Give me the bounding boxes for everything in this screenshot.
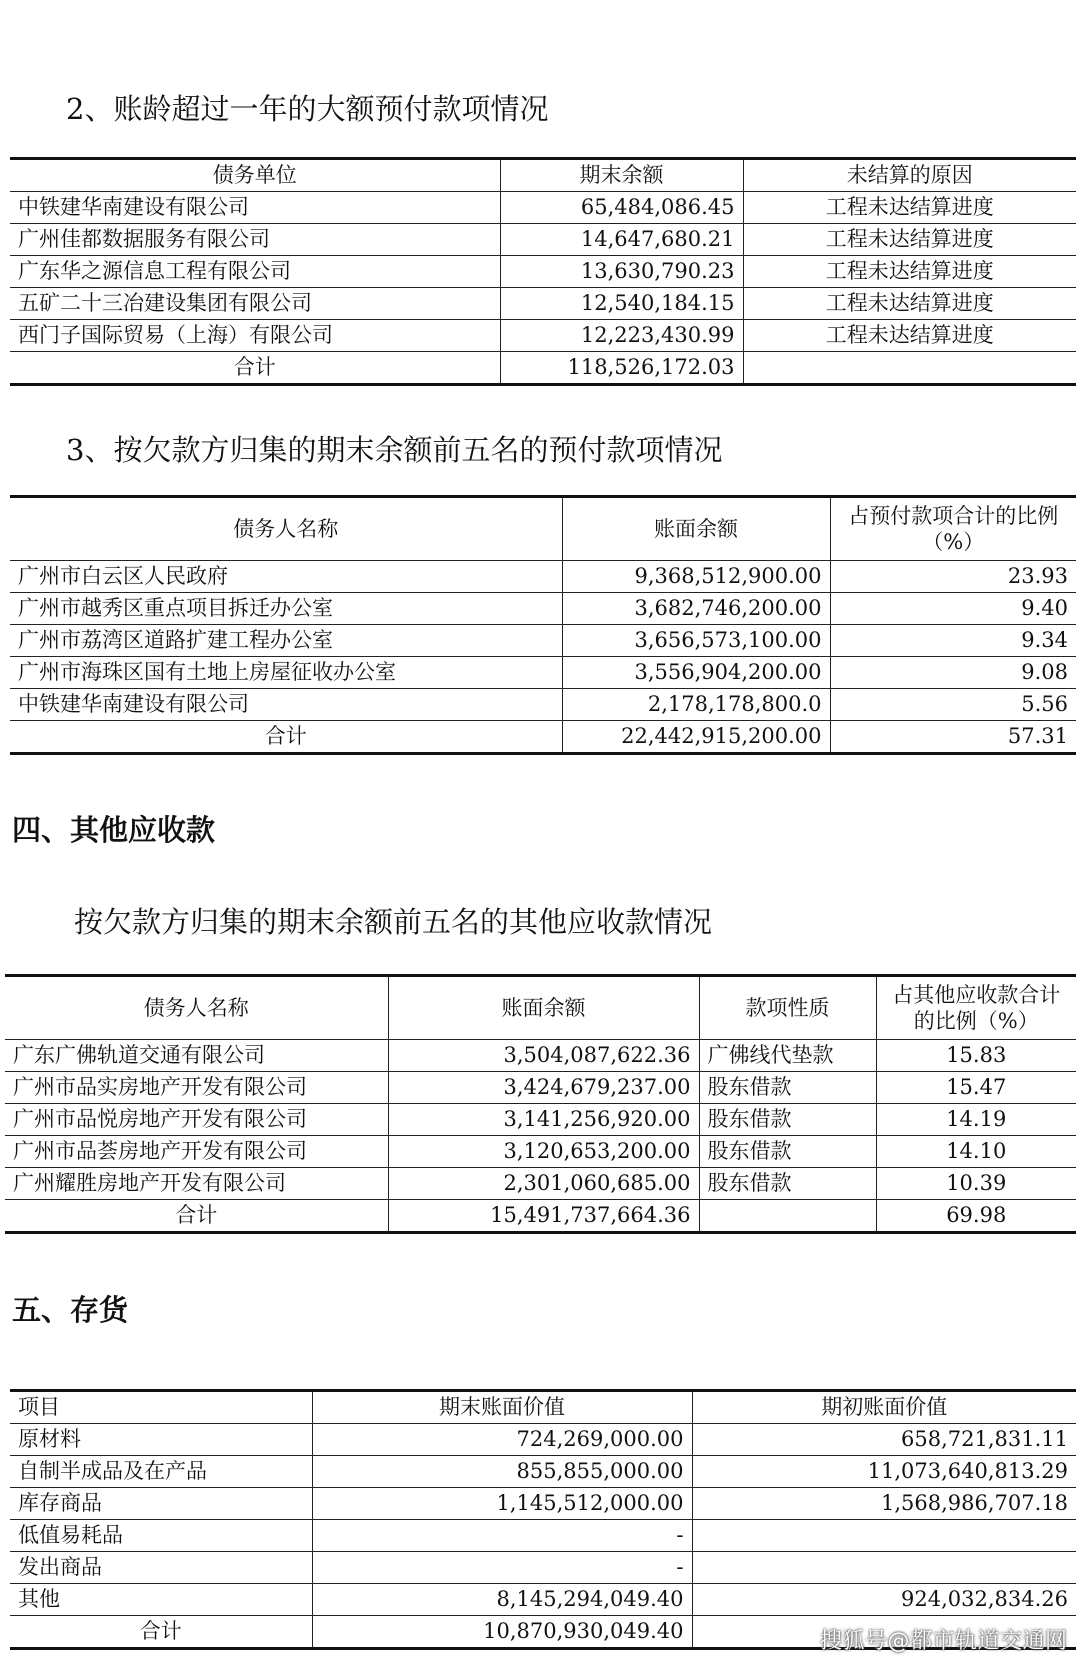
total-reason [743, 352, 1076, 385]
table-row [5, 1072, 1076, 1104]
opening-value-cell: 924,032,834.26 [692, 1584, 1076, 1616]
opening-value-cell: 658,721,831.11 [692, 1424, 1076, 1456]
reason-cell: 工程未达结算进度 [743, 224, 1076, 256]
balance-cell: 9,368,512,900.00 [562, 561, 830, 593]
table-row [10, 1552, 1076, 1584]
table-row [10, 593, 1076, 625]
debtor-cell: 广州耀胜房地产开发有限公司 [5, 1168, 388, 1200]
table-row [10, 256, 1076, 288]
ratio-cell: 14.19 [876, 1104, 1076, 1136]
prepay-top-five-table [10, 495, 1076, 755]
total-balance: 15,491,737,664.36 [388, 1200, 699, 1233]
closing-value-cell: 855,855,000.00 [312, 1456, 692, 1488]
reason-cell: 工程未达结算进度 [743, 256, 1076, 288]
total-row [10, 352, 1076, 385]
debtor-cell: 广州市品实房地产开发有限公司 [5, 1072, 388, 1104]
total-label: 合计 [10, 1616, 312, 1649]
nature-cell: 股东借款 [699, 1072, 876, 1104]
prepay-over-year-title: 2、账龄超过一年的大额预付款项情况 [66, 92, 549, 126]
nature-cell: 股东借款 [699, 1168, 876, 1200]
item-cell: 其他 [10, 1584, 312, 1616]
item-cell: 库存商品 [10, 1488, 312, 1520]
table-row [5, 1136, 1076, 1168]
table-row [10, 1488, 1076, 1520]
column-header: 占预付款项合计的比例（%） [830, 497, 1076, 561]
ratio-cell: 10.39 [876, 1168, 1076, 1200]
balance-cell: 12,540,184.15 [500, 288, 743, 320]
item-cell: 发出商品 [10, 1552, 312, 1584]
reason-cell: 工程未达结算进度 [743, 320, 1076, 352]
total-label: 合计 [10, 352, 500, 385]
debtor-cell: 中铁建华南建设有限公司 [10, 192, 500, 224]
total-row [10, 721, 1076, 754]
balance-cell: 3,424,679,237.00 [388, 1072, 699, 1104]
ratio-cell: 5.56 [830, 689, 1076, 721]
balance-cell: 2,301,060,685.00 [388, 1168, 699, 1200]
table-row [5, 1168, 1076, 1200]
ratio-cell: 9.40 [830, 593, 1076, 625]
total-label: 合计 [5, 1200, 388, 1233]
column-header: 占其他应收款合计的比例（%） [876, 976, 1076, 1040]
table-row [10, 1424, 1076, 1456]
debtor-cell: 广州市荔湾区道路扩建工程办公室 [10, 625, 562, 657]
column-header: 期初账面价值 [692, 1391, 1076, 1424]
table-row [10, 689, 1076, 721]
item-cell: 原材料 [10, 1424, 312, 1456]
total-ratio: 69.98 [876, 1200, 1076, 1233]
debtor-cell: 广东华之源信息工程有限公司 [10, 256, 500, 288]
column-header: 账面余额 [562, 497, 830, 561]
total-nature [699, 1200, 876, 1233]
debtor-cell: 广州市白云区人民政府 [10, 561, 562, 593]
reason-cell: 工程未达结算进度 [743, 192, 1076, 224]
table-header-row [10, 159, 1076, 192]
closing-value-cell: 1,145,512,000.00 [312, 1488, 692, 1520]
total-ratio: 57.31 [830, 721, 1076, 754]
inventory-section-title: 五、存货 [12, 1293, 129, 1327]
column-header: 期末账面价值 [312, 1391, 692, 1424]
opening-value-cell: 11,073,640,813.29 [692, 1456, 1076, 1488]
other-receivables-section-title: 四、其他应收款 [12, 813, 216, 847]
ratio-cell: 23.93 [830, 561, 1076, 593]
column-header: 债务单位 [10, 159, 500, 192]
table-header-row [10, 497, 1076, 561]
table-header-row [5, 976, 1076, 1040]
table-row [10, 1456, 1076, 1488]
other-receivables-table [5, 974, 1076, 1234]
inventory-table [10, 1389, 1076, 1650]
balance-cell: 3,656,573,100.00 [562, 625, 830, 657]
table-header-row [10, 1391, 1076, 1424]
total-balance: 22,442,915,200.00 [562, 721, 830, 754]
opening-value-cell: 1,568,986,707.18 [692, 1488, 1076, 1520]
debtor-cell: 五矿二十三冶建设集团有限公司 [10, 288, 500, 320]
nature-cell: 广佛线代垫款 [699, 1040, 876, 1072]
table-row [10, 657, 1076, 689]
opening-value-cell [692, 1520, 1076, 1552]
other-receivables-title: 按欠款方归集的期末余额前五名的其他应收款情况 [74, 905, 713, 939]
prepay-top-five-title: 3、按欠款方归集的期末余额前五名的预付款项情况 [66, 433, 723, 467]
total-row [5, 1200, 1076, 1233]
item-cell: 自制半成品及在产品 [10, 1456, 312, 1488]
column-header: 债务人名称 [10, 497, 562, 561]
nature-cell: 股东借款 [699, 1104, 876, 1136]
column-header: 项目 [10, 1391, 312, 1424]
closing-value-cell: 724,269,000.00 [312, 1424, 692, 1456]
debtor-cell: 广东广佛轨道交通有限公司 [5, 1040, 388, 1072]
balance-cell: 3,682,746,200.00 [562, 593, 830, 625]
balance-cell: 14,647,680.21 [500, 224, 743, 256]
balance-cell: 65,484,086.45 [500, 192, 743, 224]
column-header: 账面余额 [388, 976, 699, 1040]
opening-value-cell [692, 1552, 1076, 1584]
table-row [5, 1040, 1076, 1072]
table-row [10, 224, 1076, 256]
balance-cell: 3,504,087,622.36 [388, 1040, 699, 1072]
nature-cell: 股东借款 [699, 1136, 876, 1168]
debtor-cell: 广州佳都数据服务有限公司 [10, 224, 500, 256]
debtor-cell: 广州市品悦房地产开发有限公司 [5, 1104, 388, 1136]
table-row [10, 1584, 1076, 1616]
total-closing-value: 10,870,930,049.40 [312, 1616, 692, 1649]
ratio-cell: 9.08 [830, 657, 1076, 689]
table-row [10, 320, 1076, 352]
table-row [10, 288, 1076, 320]
column-header: 债务人名称 [5, 976, 388, 1040]
table-row [10, 561, 1076, 593]
table-row [10, 1520, 1076, 1552]
column-header: 未结算的原因 [743, 159, 1076, 192]
prepay-over-year-table [10, 157, 1076, 386]
closing-value-cell: - [312, 1552, 692, 1584]
total-balance: 118,526,172.03 [500, 352, 743, 385]
closing-value-cell: 8,145,294,049.40 [312, 1584, 692, 1616]
balance-cell: 13,630,790.23 [500, 256, 743, 288]
debtor-cell: 广州市越秀区重点项目拆迁办公室 [10, 593, 562, 625]
balance-cell: 12,223,430.99 [500, 320, 743, 352]
debtor-cell: 广州市品荟房地产开发有限公司 [5, 1136, 388, 1168]
table-row [10, 192, 1076, 224]
item-cell: 低值易耗品 [10, 1520, 312, 1552]
balance-cell: 3,556,904,200.00 [562, 657, 830, 689]
reason-cell: 工程未达结算进度 [743, 288, 1076, 320]
balance-cell: 2,178,178,800.0 [562, 689, 830, 721]
ratio-cell: 15.83 [876, 1040, 1076, 1072]
table-row [5, 1104, 1076, 1136]
ratio-cell: 14.10 [876, 1136, 1076, 1168]
column-header: 款项性质 [699, 976, 876, 1040]
watermark: 搜狐号@都市轨道交通网 [820, 1629, 1068, 1654]
balance-cell: 3,120,653,200.00 [388, 1136, 699, 1168]
table-row [10, 625, 1076, 657]
debtor-cell: 中铁建华南建设有限公司 [10, 689, 562, 721]
debtor-cell: 西门子国际贸易（上海）有限公司 [10, 320, 500, 352]
column-header: 期末余额 [500, 159, 743, 192]
ratio-cell: 15.47 [876, 1072, 1076, 1104]
balance-cell: 3,141,256,920.00 [388, 1104, 699, 1136]
closing-value-cell: - [312, 1520, 692, 1552]
total-label: 合计 [10, 721, 562, 754]
debtor-cell: 广州市海珠区国有土地上房屋征收办公室 [10, 657, 562, 689]
ratio-cell: 9.34 [830, 625, 1076, 657]
